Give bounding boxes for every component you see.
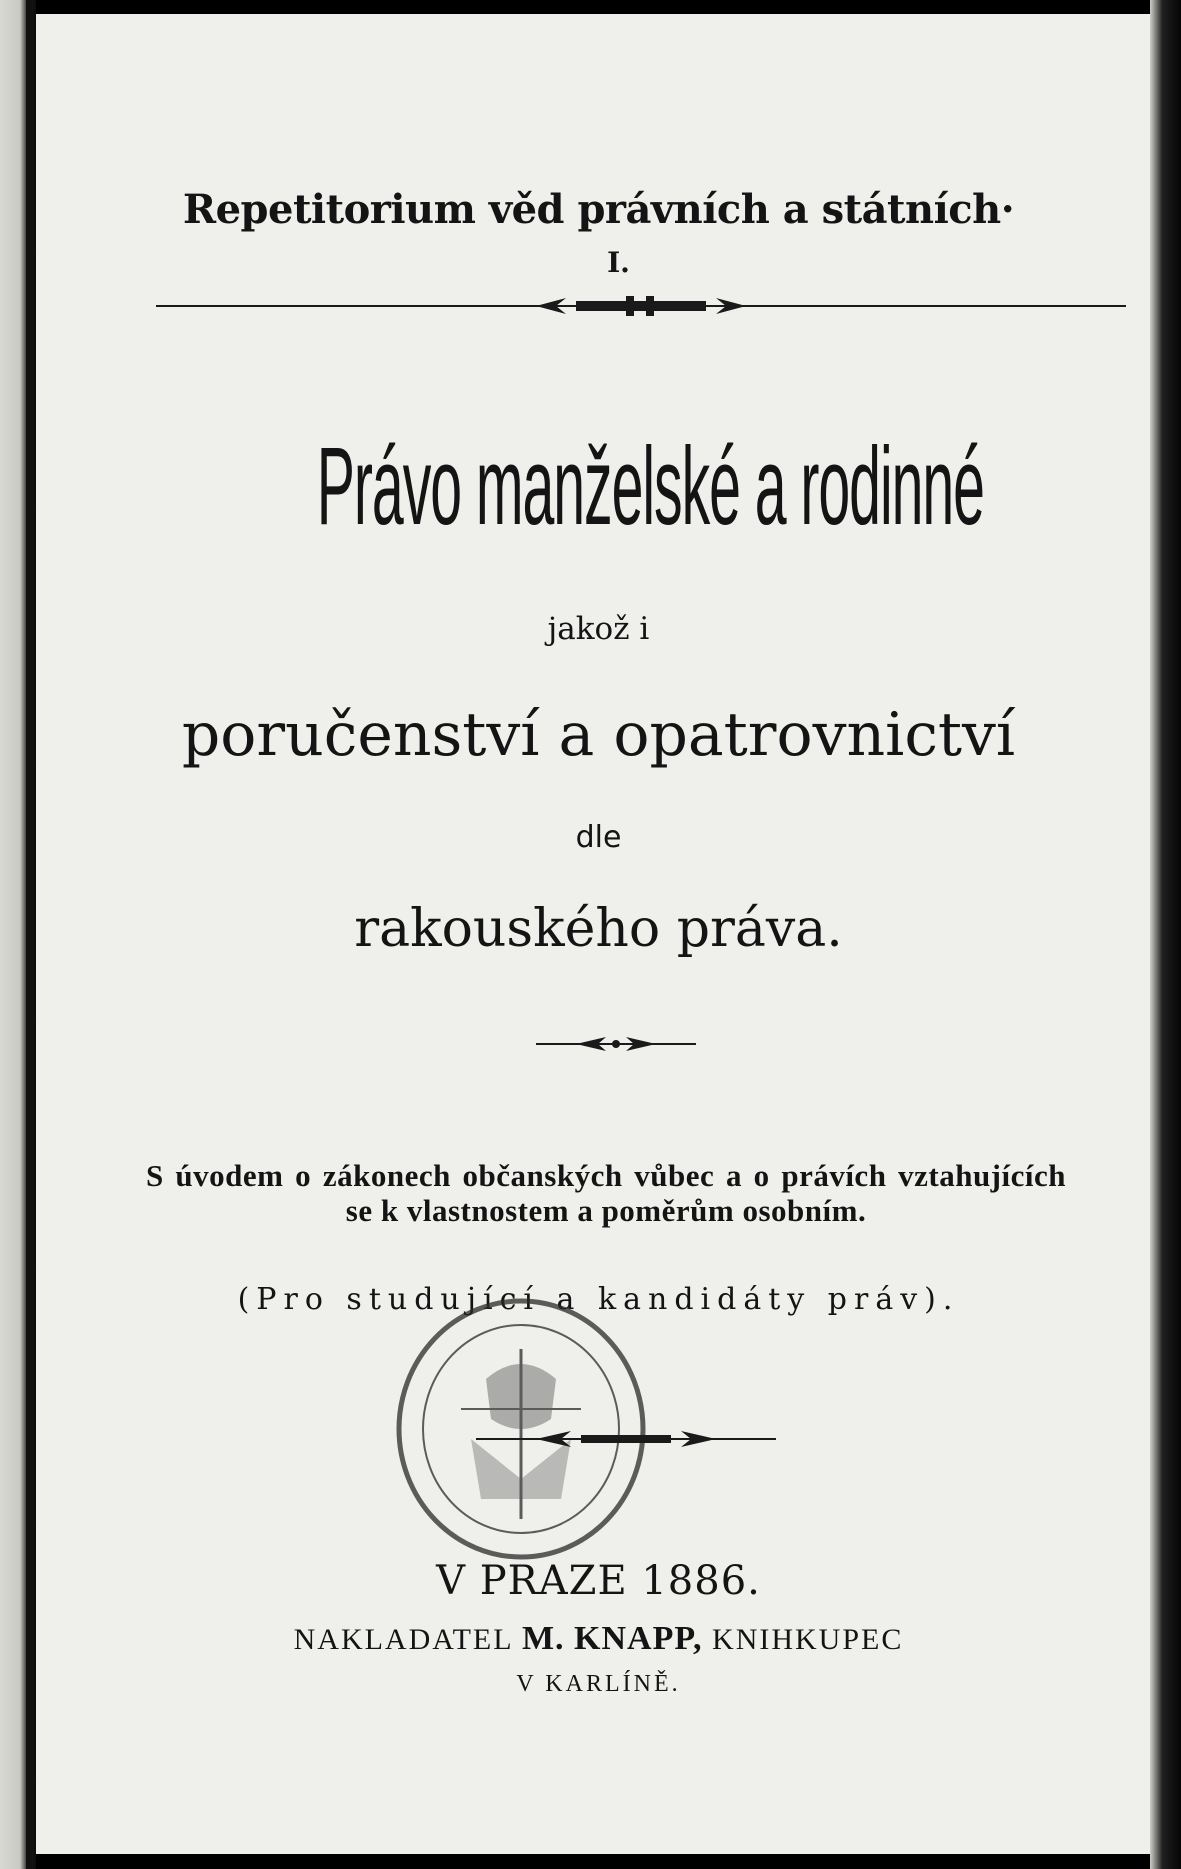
intro-text: S úvodem o zákonech občanských vůbec a o právích vztahujících se k vlastnostem a poměrům osobním. — [146, 1158, 1066, 1228]
middle-ornament — [536, 1034, 696, 1054]
place-year: V PRAZE 1886. — [436, 1558, 761, 1604]
page-right-edge-shadow — [1150, 0, 1181, 1869]
subtitle: poručenství a opatrovnictví — [181, 700, 1016, 770]
connector-jakoz: jakož i — [547, 611, 650, 647]
series-title: Repetitorium věd právních a státních· — [182, 186, 1015, 233]
top-rule-ornament — [156, 294, 1126, 318]
spine-binding-line — [26, 0, 32, 1869]
publisher-suffix: KNIHKUPEC — [712, 1623, 904, 1656]
audience-note: (Pro studující a kandidáty práv). — [237, 1282, 960, 1317]
subtitle-secondary: rakouského práva. — [354, 899, 843, 959]
main-title: Právo manželské a rodinné — [316, 425, 984, 548]
bottom-ornament — [476, 1429, 776, 1449]
connector-dle: dle — [575, 820, 622, 855]
publisher-city: V KARLÍNĚ. — [516, 1671, 681, 1697]
title-page — [36, 14, 1161, 1854]
volume-number: I. — [607, 246, 630, 279]
publisher-line — [36, 1620, 1161, 1658]
publisher-prefix: NAKLADATEL — [293, 1623, 513, 1656]
publisher-name: M. KNAPP, — [521, 1620, 703, 1657]
